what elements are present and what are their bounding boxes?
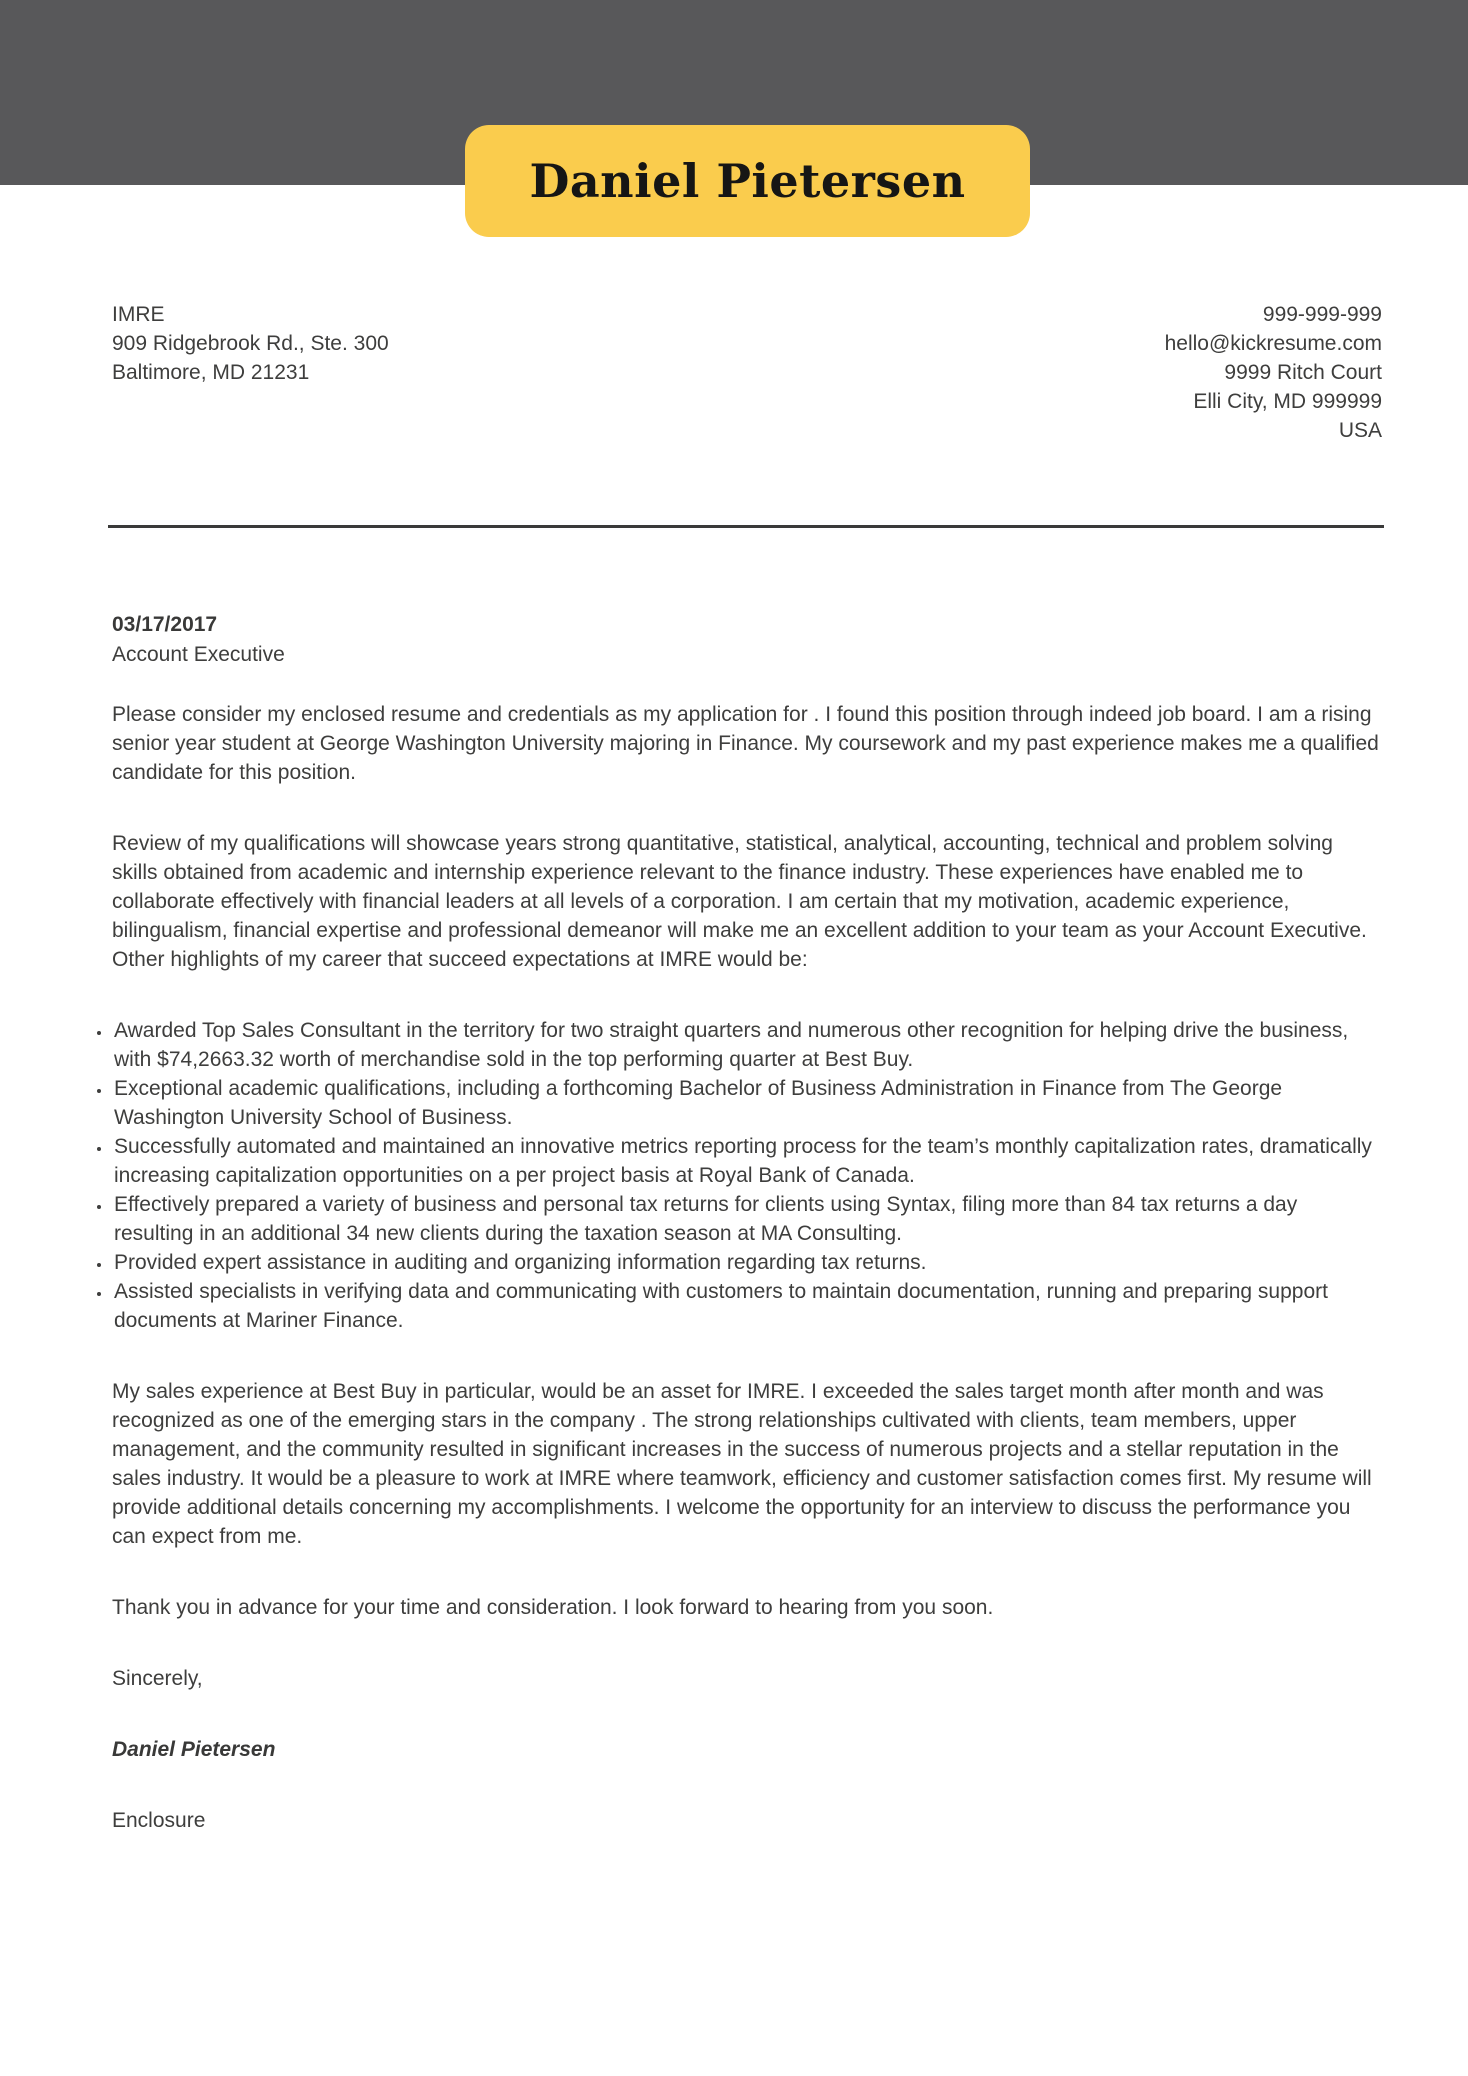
letter-subject: Account Executive [112,643,285,666]
paragraph-highlights-lead: Other highlights of my career that succeed expectations at IMRE would be: [112,948,808,971]
list-item: • Awarded Top Sales Consultant in the territory for two straight quarters and numerous other recognition for helping drive the business, with $74,2663.32 worth of merchandise sold in the top performing quarter at Best Buy. [112,1016,1382,1074]
recipient-company: IMRE [112,303,165,326]
list-item: • Assisted specialists in verifying data and communicating with customers to maintain documentation, running and preparing support documents at Mariner Finance. [112,1277,1382,1335]
list-item: • Provided expert assistance in auditing and organizing information regarding tax returns. [112,1248,1382,1277]
sender-email: hello@kickresume.com [1164,332,1382,355]
highlights-list [85,1016,1382,1335]
list-item: • Successfully automated and maintained an innovative metrics reporting process for the team’s monthly capitalization rates, dramatically increasing capitalization opportunities on a per project basis at Royal Bank of Canada. [112,1132,1382,1190]
section-divider [108,525,1384,528]
recipient-city: Baltimore, MD 21231 [112,361,310,384]
name-badge [465,125,1030,237]
paragraph-thanks: Thank you in advance for your time and consideration. I look forward to hearing from you soon. [112,1596,994,1619]
paragraph-intro: Please consider my enclosed resume and credentials as my application for . I found this position through indeed job board. I am a rising senior year student at George Washington University majoring in Finance. My coursework and my past experience makes me a qualified candidate for this position. [112,703,1379,784]
list-item: • Exceptional academic qualifications, including a forthcoming Bachelor of Business Administration in Finance from The George Washington University School of Business. [112,1074,1382,1132]
letter-date: 03/17/2017 [112,613,218,636]
paragraph-qualifications [112,829,1382,974]
paragraph-sales-experience: My sales experience at Best Buy in particular, would be an asset for IMRE. I exceeded the sales target month after month and was recognized as one of the emerging stars in the company . The strong relationships cultivated with clients, team members, upper management, and the community resulted in significant increases in the success of numerous projects and a stellar reputation in the sales industry. It would be a pleasure to work at IMRE where teamwork, efficiency and customer satisfaction comes first. My resume will provide additional details concerning my accomplishments. I welcome the opportunity for an interview to discuss the performance you can expect from me. [112,1380,1372,1548]
letter-body [112,700,1382,1877]
recipient-street: 909 Ridgebrook Rd., Ste. 300 [112,332,389,355]
sender-street: 9999 Ritch Court [1224,361,1382,384]
list-item: • Effectively prepared a variety of business and personal tax returns for clients using Syntax, filing more than 84 tax returns a day resulting in an additional 34 new clients during the taxation season at MA Consulting. [112,1190,1382,1248]
sender-contact [1165,300,1382,445]
sender-country: USA [1338,419,1382,442]
contact-row [112,300,1382,445]
paragraph-qualifications-text: Review of my qualifications will showcase years strong quantitative, statistical, analytical, accounting, technical and problem solving skills obtained from academic and internship experience relevant to the finance industry. These experiences have enabled me to collaborate effectively with financial leaders at all levels of a corporation. I am certain that my motivation, academic experience, bilingualism, financial expertise and professional demeanor will make me an excellent addition to your team as your Account Executive. [112,832,1367,942]
person-name: Daniel Pietersen [529,154,966,208]
closing-salutation: Sincerely, [112,1667,203,1690]
sender-city: Elli City, MD 999999 [1193,390,1382,413]
enclosure-note: Enclosure [112,1809,206,1832]
recipient-address [112,300,389,445]
signature: Daniel Pietersen [112,1738,276,1761]
date-block [112,610,1382,670]
sender-phone: 999-999-999 [1262,303,1382,326]
